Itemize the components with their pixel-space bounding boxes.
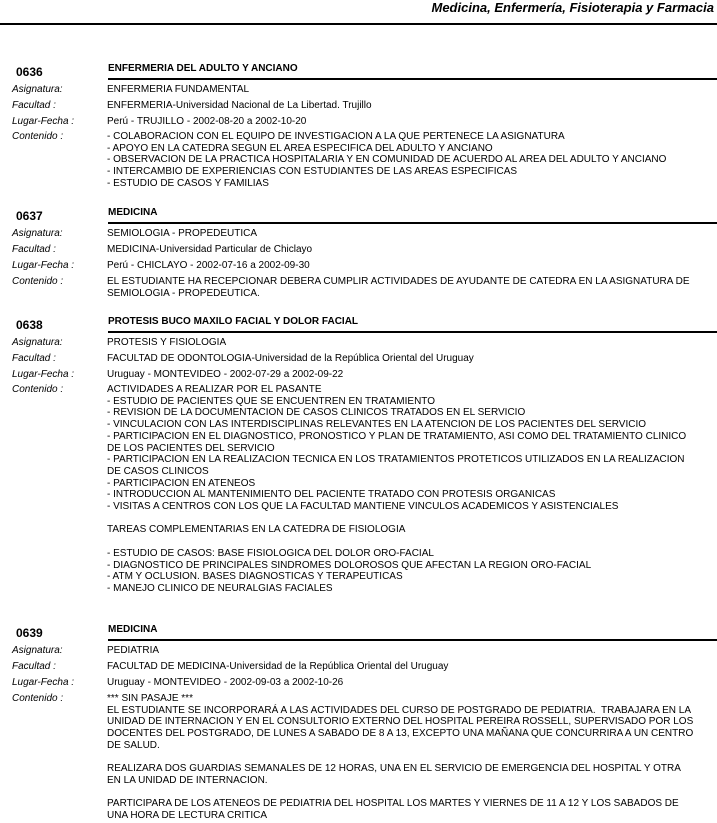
asignatura-value: SEMIOLOGIA - PROPEDEUTICA: [107, 228, 258, 239]
contenido-value: [107, 693, 712, 822]
content-line: EL ESTUDIANTE HA RECEPCIONAR DEBERA CUMPLIR ACTIVIDADES DE AYUDANTE DE CATEDRA EN LA ASIGNATURA DE: [107, 276, 690, 287]
facultad-label: Facultad :: [12, 100, 56, 111]
content-line: *** SIN PASAJE ***: [107, 693, 193, 704]
facultad-value: MEDICINA-Universidad Particular de Chiclayo: [107, 244, 313, 255]
content-line: - APOYO EN LA CATEDRA SEGUN EL AREA ESPECIFICA DEL ADULTO Y ANCIANO: [107, 142, 493, 154]
asignatura-label: Asignatura:: [12, 228, 63, 239]
content-line: - VISITAS A CENTROS CON LOS QUE LA FACULTAD MANTIENE VINCULOS ACADEMICOS Y ASISTENCIALES: [107, 501, 619, 513]
content-line: UNA HORA DE LECTURA CRITICA: [107, 810, 268, 821]
asignatura-label: Asignatura:: [12, 645, 63, 656]
entry-title: MEDICINA: [108, 624, 717, 641]
content-line: - PARTICIPACION EN ATENEOS: [107, 477, 256, 489]
content-line: - INTRODUCCION AL MANTENIMIENTO DEL PACIENTE TRATADO CON PROTESIS ORGANICAS: [107, 489, 556, 501]
contenido-value: [107, 276, 712, 299]
entry-title: MEDICINA: [108, 207, 717, 224]
lugar-fecha-value: Perú - CHICLAYO - 2002-07-16 a 2002-09-30: [107, 260, 310, 271]
lugar-fecha-value: Uruguay - MONTEVIDEO - 2002-07-29 a 2002-09-22: [107, 369, 344, 380]
content-line: SEMIOLOGIA - PROPEDEUTICA.: [107, 287, 260, 299]
content-line: [107, 752, 712, 764]
lugar-fecha-label: Lugar-Fecha :: [12, 260, 75, 271]
lugar-fecha-value: Perú - TRUJILLO - 2002-08-20 a 2002-10-20: [107, 116, 307, 127]
asignatura-label: Asignatura:: [12, 84, 63, 95]
asignatura-label: Asignatura:: [12, 337, 63, 348]
content-line: ACTIVIDADES A REALIZAR POR EL PASANTE: [107, 384, 322, 395]
contenido-value: [107, 131, 712, 190]
lugar-fecha-label: Lugar-Fecha :: [12, 677, 75, 688]
entry-code: 0636: [16, 65, 43, 79]
facultad-label: Facultad :: [12, 244, 56, 255]
content-line: - COLABORACION CON EL EQUIPO DE INVESTIGACION A LA QUE PERTENECE LA ASIGNATURA: [107, 131, 565, 142]
entry-title: ENFERMERIA DEL ADULTO Y ANCIANO: [108, 63, 717, 80]
content-line: - PARTICIPACION EN LA REALIZACION TECNICA EN LOS TRATAMIENTOS PROTETICOS UTILIZADOS EN LA REALIZACION: [107, 454, 685, 466]
content-line: REALIZARA DOS GUARDIAS SEMANALES DE 12 HORAS, UNA EN EL SERVICIO DE EMERGENCIA DEL HOSPITAL Y OTRA: [107, 763, 681, 775]
facultad-label: Facultad :: [12, 353, 56, 364]
lugar-fecha-label: Lugar-Fecha :: [12, 116, 75, 127]
lugar-fecha-value: Uruguay - MONTEVIDEO - 2002-09-03 a 2002-10-26: [107, 677, 344, 688]
content-line: - REVISION DE LA DOCUMENTACION DE CASOS CLINICOS TRATADOS EN EL SERVICIO: [107, 407, 526, 419]
content-line: EN LA UNIDAD DE INTERNACION.: [107, 774, 268, 786]
contenido-label: Contenido :: [12, 131, 64, 142]
contenido-label: Contenido :: [12, 384, 64, 395]
facultad-value: FACULTAD DE ODONTOLOGIA-Universidad de la República Oriental del Uruguay: [107, 353, 474, 364]
content-line: - INTERCAMBIO DE EXPERIENCIAS CON ESTUDIANTES DE LAS AREAS ESPECIFICAS: [107, 166, 518, 178]
lugar-fecha-label: Lugar-Fecha :: [12, 369, 75, 380]
content-line: - ESTUDIO DE CASOS Y FAMILIAS: [107, 177, 269, 189]
entry-title: PROTESIS BUCO MAXILO FACIAL Y DOLOR FACIAL: [108, 316, 717, 333]
entry-code: 0639: [16, 626, 43, 640]
content-line: TAREAS COMPLEMENTARIAS EN LA CATEDRA DE FISIOLOGIA: [107, 524, 406, 536]
content-line: DE SALUD.: [107, 739, 160, 751]
content-line: - MANEJO CLINICO DE NEURALGIAS FACIALES: [107, 582, 333, 594]
content-line: [107, 536, 712, 548]
asignatura-value: PROTESIS Y FISIOLOGIA: [107, 337, 227, 348]
content-line: PARTICIPARA DE LOS ATENEOS DE PEDIATRIA DEL HOSPITAL LOS MARTES Y VIERNES DE 11 A 12 Y LOS SABADOS DE: [107, 798, 679, 810]
content-line: - OBSERVACION DE LA PRACTICA HOSPITALARIA Y EN COMUNIDAD DE ACUERDO AL AREA DEL ADULTO Y ANCIANO: [107, 154, 667, 166]
content-line: - DIAGNOSTICO DE PRINCIPALES SINDROMES DOLOROSOS QUE AFECTAN LA REGION ORO-FACIAL: [107, 559, 592, 571]
page-title: Medicina, Enfermería, Fisioterapia y Farmacia: [431, 0, 714, 15]
content-line: EL ESTUDIANTE SE INCORPORARÁ A LAS ACTIVIDADES DEL CURSO DE POSTGRADO DE PEDIATRIA. TRABAJARA EN LA: [107, 704, 692, 716]
entry-code: 0638: [16, 318, 43, 332]
content-line: DE LOS PACIENTES DEL SERVICIO: [107, 442, 275, 454]
facultad-label: Facultad :: [12, 661, 56, 672]
facultad-value: FACULTAD DE MEDICINA-Universidad de la República Oriental del Uruguay: [107, 661, 449, 672]
content-line: - PARTICIPACION EN EL DIAGNOSTICO, PRONOSTICO Y PLAN DE TRATAMIENTO, ASI COMO DEL TRATAMIENTO CLINICO: [107, 430, 687, 442]
contenido-label: Contenido :: [12, 693, 64, 704]
content-line: DE CASOS CLINICOS: [107, 465, 209, 477]
content-line: - VINCULACION CON LAS INTERDISCIPLINAS RELEVANTES EN LA ATENCION DE LOS PACIENTES DEL SERVICIO: [107, 419, 647, 431]
entry-code: 0637: [16, 209, 43, 223]
content-line: - ESTUDIO DE CASOS: BASE FISIOLOGICA DEL DOLOR ORO-FACIAL: [107, 547, 434, 559]
asignatura-value: PEDIATRIA: [107, 645, 160, 656]
contenido-value: [107, 384, 712, 595]
contenido-label: Contenido :: [12, 276, 64, 287]
asignatura-value: ENFERMERIA FUNDAMENTAL: [107, 84, 250, 95]
content-line: - ESTUDIO DE PACIENTES QUE SE ENCUENTREN EN TRATAMIENTO: [107, 395, 436, 407]
content-line: - ATM Y OCLUSION. BASES DIAGNOSTICAS Y TERAPEUTICAS: [107, 571, 403, 583]
content-line: UNIDAD DE INTERNACION Y EN EL CONSULTORIO EXTERNO DEL HOSPITAL PEREIRA ROSSELL, SUPERVISADO POR LOS: [107, 716, 694, 728]
content-line: [107, 513, 712, 525]
content-line: [107, 787, 712, 799]
page-header: [0, 0, 717, 25]
facultad-value: ENFERMERIA-Universidad Nacional de La Libertad. Trujillo: [107, 100, 372, 111]
content-line: DOCENTES DEL POSTGRADO, DE LUNES A SABADO DE 8 A 13, EXCEPTO UNA MAÑANA QUE CONCURRIRA A UN CENTRO: [107, 728, 694, 740]
